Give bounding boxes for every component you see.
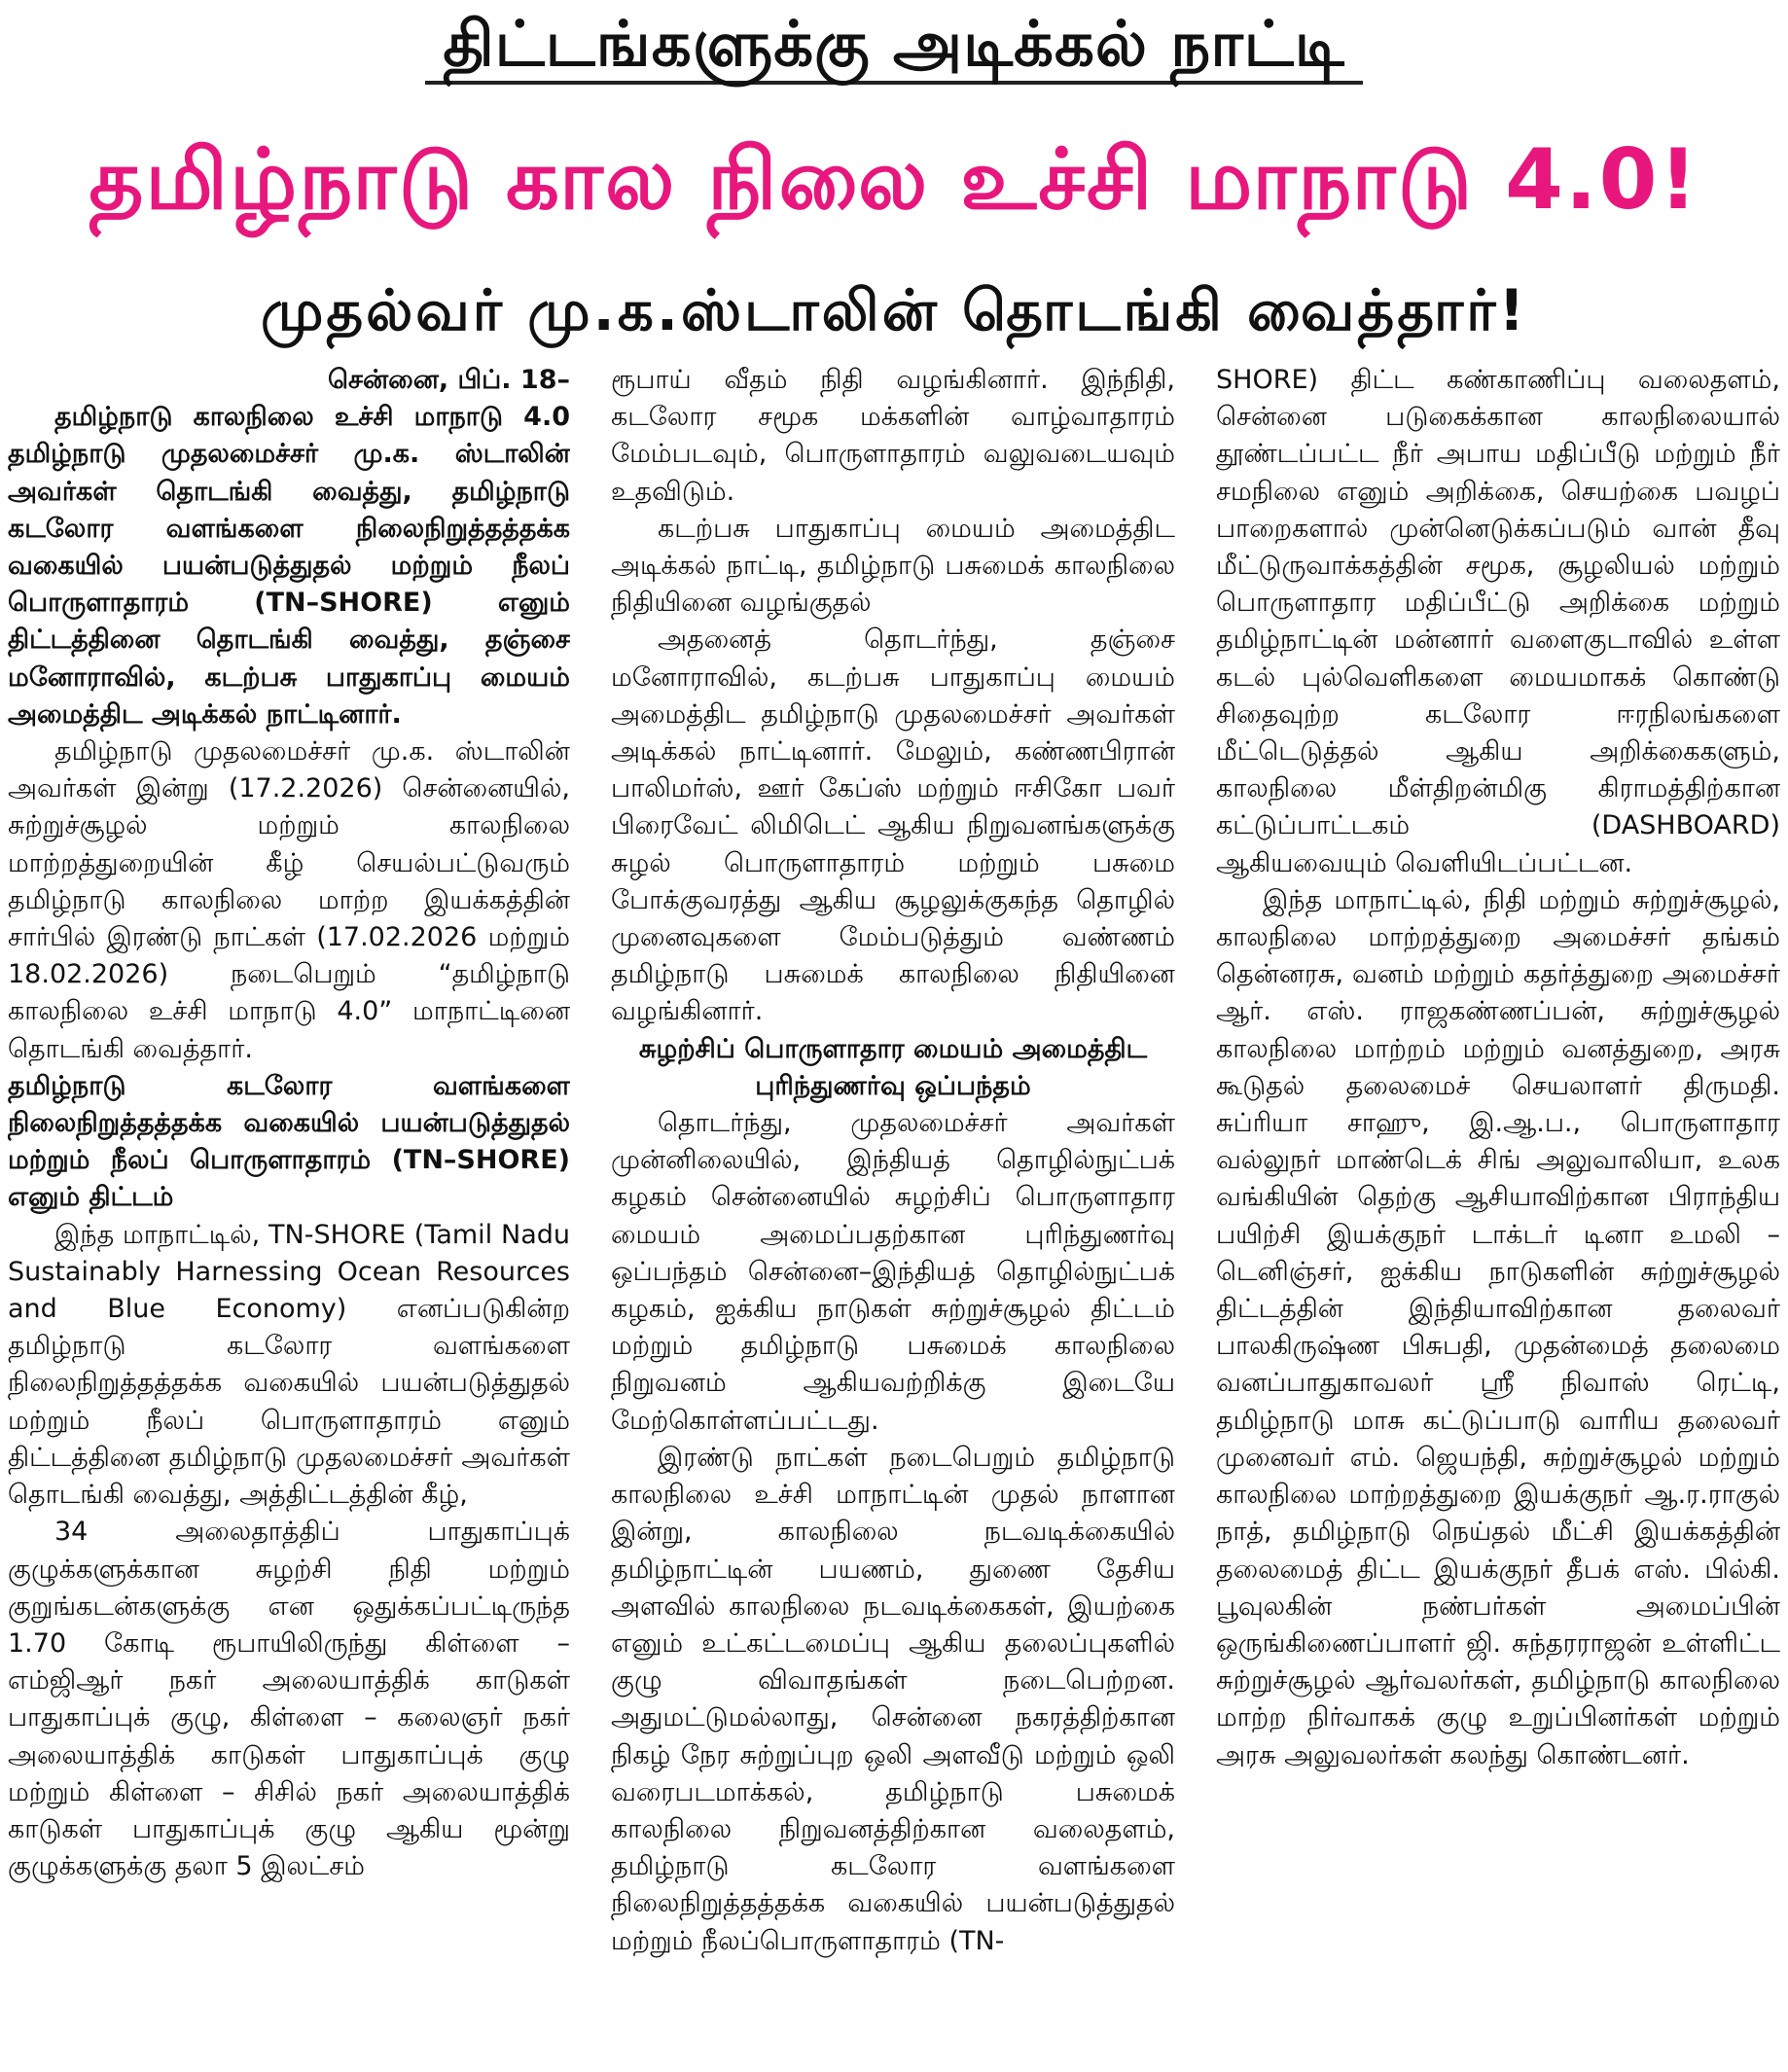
main-headline: தமிழ்நாடு கால நிலை உச்சி மாநாடு 4.0! bbox=[89, 131, 1699, 229]
paragraph: 34 அலைதாத்திப் பாதுகாப்புக் குழுக்களுக்கான சுழற்சி நிதி மற்றும் குறுங்கடன்களுக்கு என ஒதுக்கப்பட்டிருந்த 1.70 கோடி ரூபாயிலிருந்து கிள்ளை – எம்ஜிஆர் நகர் அலையாத்திக் காடுகள் பாதுகாப்புக் குழு, கிள்ளை – கலைஞர் நகர் அலையாத்திக் காடுகள் பாதுகாப்புக் குழு மற்றும் கிள்ளை – சிசில் நகர் அலையாத்திக் காடுகள் பாதுகாப்புக் குழு ஆகிய மூன்று குழுக்களுக்கு தலா 5 இலட்சம் bbox=[8, 1517, 570, 1882]
section-heading-circular-economy: சுழற்சிப் பொருளாதார மையம் அமைத்திட புரிந்துணர்வு ஒப்பந்தம் bbox=[638, 1033, 1148, 1101]
paragraph: ரூபாய் வீதம் நிதி வழங்கினார். இந்நிதி, கடலோர சமூக மக்களின் வாழ்வாதாரம் மேம்படவும், பொருளாதாரம் வலுவடையவும் உதவிடும். bbox=[611, 365, 1175, 507]
section-heading-tn-shore: தமிழ்நாடு கடலோர வளங்களை நிலைநிறுத்தத்தக்க வகையில் பயன்படுத்துதல் மற்றும் நீலப் பொருளாதாரம் (TN–SHORE) எனும் திட்டம் bbox=[8, 1070, 570, 1213]
paragraph: தமிழ்நாடு முதலமைச்சர் மு.க. ஸ்டாலின் அவர்கள் இன்று (17.2.2026) சென்னையில், சுற்றுச்சூழல் மற்றும் காலநிலை மாற்றத்துறையின் கீழ் செயல்பட்டுவரும் தமிழ்நாடு காலநிலை மாற்ற இயக்கத்தின் சார்பில் இரண்டு நாட்கள் (17.02.2026 மற்றும் 18.02.2026) நடைபெறும் “தமிழ்நாடு காலநிலை உச்சி மாநாடு 4.0” மாநாட்டினை தொடங்கி வைத்தார். bbox=[8, 736, 570, 1064]
paragraph: இரண்டு நாட்கள் நடைபெறும் தமிழ்நாடு காலநிலை உச்சி மாநாட்டின் முதல் நாளான இன்று, காலநிலை நடவடிக்கையில் தமிழ்நாட்டின் பயணம், துணை தேசிய அளவில் காலநிலை நடவடிக்கைகள், இயற்கை எனும் உட்கட்டமைப்பு ஆகிய தலைப்புகளில் குழு விவாதங்கள் நடைபெற்றன. அதுமட்டுமல்லாது, சென்னை நகரத்திற்கான நிகழ் நேர சுற்றுப்புற ஒலி அளவீடு மற்றும் ஒலி வரைபடமாக்கல், தமிழ்நாடு பசுமைக் காலநிலை நிறுவனத்திற்கான வலைதளம், தமிழ்நாடு கடலோர வளங்களை நிலைநிறுத்தத்தக்க வகையில் பயன்படுத்துதல் மற்றும் நீலப்பொருளாதாரம் (TN- bbox=[611, 1442, 1175, 1956]
article-column-2 bbox=[611, 362, 1175, 2064]
lead-paragraph: தமிழ்நாடு காலநிலை உச்சி மாநாடு 4.0 தமிழ்நாடு முதலமைச்சர் மு.க. ஸ்டாலின் அவர்கள் தொடங்கி வைத்து, தமிழ்நாடு கடலோர வளங்களை நிலைநிறுத்தத்தக்க வகையில் பயன்படுத்துதல் மற்றும் நீலப் பொருளாதாரம் (TN–SHORE) எனும் திட்டத்தினை தொடங்கி வைத்து, தஞ்சை மனோராவில், கடற்பசு பாதுகாப்பு மையம் அமைத்திட அடிக்கல் நாட்டினார். bbox=[8, 402, 570, 730]
article-column-1 bbox=[8, 362, 570, 2064]
paragraph: இந்த மாநாட்டில், நிதி மற்றும் சுற்றுச்சூழல், காலநிலை மாற்றத்துறை அமைச்சர் தங்கம் தென்னரசு, வனம் மற்றும் கதர்த்துறை அமைச்சர் ஆர். எஸ். ராஜகண்ணப்பன், சுற்றுச்சூழல் காலநிலை மாற்றம் மற்றும் வனத்துறை, அரசு கூடுதல் தலைமைச் செயலாளர் திருமதி. சுப்ரியா சாஹு, இ.ஆ.ப., பொருளாதார வல்லுநர் மாண்டெக் சிங் அலுவாலியா, உலக வங்கியின் தெற்கு ஆசியாவிற்கான பிராந்திய பயிற்சி இயக்குநர் டாக்டர் டினா உமலி – டெனிஞ்சர், ஐக்கிய நாடுகளின் சுற்றுச்சூழல் திட்டத்தின் இந்தியாவிற்கான தலைவர் பாலகிருஷ்ண பிசுபதி, முதன்மைத் தலைமை வனப்பாதுகாவலர் ஸ்ரீ நிவாஸ் ரெட்டி, தமிழ்நாடு மாசு கட்டுப்பாடு வாரிய தலைவர் முனைவர் எம். ஜெயந்தி, சுற்றுச்சூழல் மற்றும் காலநிலை மாற்றத்துறை இயக்குநர் ஆ.ர.ராகுல் நாத், தமிழ்நாடு நெய்தல் மீட்சி இயக்கத்தின் தலைமைத் திட்ட இயக்குநர் தீபக் எஸ். பில்கி. பூவுலகின் நண்பர்கள் அமைப்பின் ஒருங்கிணைப்பாளர் ஜி. சுந்தரராஜன் உள்ளிட்ட சுற்றுச்சூழல் ஆர்வலர்கள், தமிழ்நாடு காலநிலை மாற்ற நிர்வாகக் குழு உறுப்பினர்கள் மற்றும் அரசு அலுவலர்கள் கலந்து கொண்டனர். bbox=[1216, 884, 1780, 1770]
paragraph: இந்த மாநாட்டில், TN-SHORE (Tamil Nadu Sustainably Harnessing Ocean Resources and Blue Economy) எனப்படுகின்ற தமிழ்நாடு கடலோர வளங்களை நிலைநிறுத்தத்தக்க வகையில் பயன்படுத்துதல் மற்றும் நீலப் பொருளாதாரம் எனும் திட்டத்தினை தமிழ்நாடு முதலமைச்சர் அவர்கள் தொடங்கி வைத்து, அத்திட்டத்தின் கீழ், bbox=[8, 1219, 570, 1511]
paragraph: தொடர்ந்து, முதலமைச்சர் அவர்கள் முன்னிலையில், இந்தியத் தொழில்நுட்பக் கழகம் சென்னையில் சுழற்சிப் பொருளாதார மையம் அமைப்பதற்கான புரிந்துணர்வு ஒப்பந்தம் சென்னை–இந்தியத் தொழில்நுட்பக் கழகம், ஐக்கிய நாடுகள் சுற்றுச்சூழல் திட்டம் மற்றும் தமிழ்நாடு பசுமைக் காலநிலை நிறுவனம் ஆகியவற்றிக்கு இடையே மேற்கொள்ளப்பட்டது. bbox=[611, 1108, 1175, 1436]
sub-headline: முதல்வர் மு.க.ஸ்டாலின் தொடங்கி வைத்தார்! bbox=[260, 277, 1528, 343]
kicker-headline bbox=[0, 4, 1788, 86]
dateline: சென்னை, பிப். 18– bbox=[328, 365, 570, 395]
article-column-3 bbox=[1216, 362, 1780, 2064]
paragraph: கடற்பசு பாதுகாப்பு மையம் அமைத்திட அடிக்கல் நாட்டி, தமிழ்நாடு பசுமைக் காலநிலை நிதியினை வழங்குதல் bbox=[611, 513, 1175, 619]
paragraph: அதனைத் தொடர்ந்து, தஞ்சை மனோராவில், கடற்பசு பாதுகாப்பு மையம் அமைத்திட தமிழ்நாடு முதலமைச்சர் அவர்கள் அடிக்கல் நாட்டினார். மேலும், கண்ணபிரான் பாலிமர்ஸ், ஊர் கேப்ஸ் மற்றும் ஈசிகோ பவர் பிரைவேட் லிமிடெட் ஆகிய நிறுவனங்களுக்கு சுழல் பொருளாதாரம் மற்றும் பசுமை போக்குவரத்து ஆகிய சூழலுக்குகந்த தொழில் முனைவுகளை மேம்படுத்தும் வண்ணம் தமிழ்நாடு பசுமைக் காலநிலை நிதியினை வழங்கினார். bbox=[611, 625, 1175, 1027]
kicker-text: திட்டங்களுக்கு அடிக்கல் நாட்டி bbox=[425, 9, 1362, 85]
paragraph: SHORE) திட்ட கண்காணிப்பு வலைதளம், சென்னை படுகைக்கான காலநிலையால் தூண்டப்பட்ட நீர் அபாய மதிப்பீடு மற்றும் நீர் சமநிலை எனும் அறிக்கை, செயற்கை பவழப் பாறைகளால் முன்னெடுக்கப்படும் வான் தீவு மீட்டுருவாக்கத்தின் சமூக, சூழலியல் மற்றும் பொருளாதார மதிப்பீட்டு அறிக்கை மற்றும் தமிழ்நாட்டின் மன்னார் வளைகுடாவில் உள்ள கடல் புல்வெளிகளை மையமாகக் கொண்டு சிதைவுற்ற கடலோர ஈரநிலங்களை மீட்டெடுத்தல் ஆகிய அறிக்கைகளும், காலநிலை மீள்திறன்மிகு கிராமத்திற்கான கட்டுப்பாட்டகம் (DASHBOARD) ஆகியவையும் வெளியிடப்பட்டன. bbox=[1216, 365, 1780, 878]
